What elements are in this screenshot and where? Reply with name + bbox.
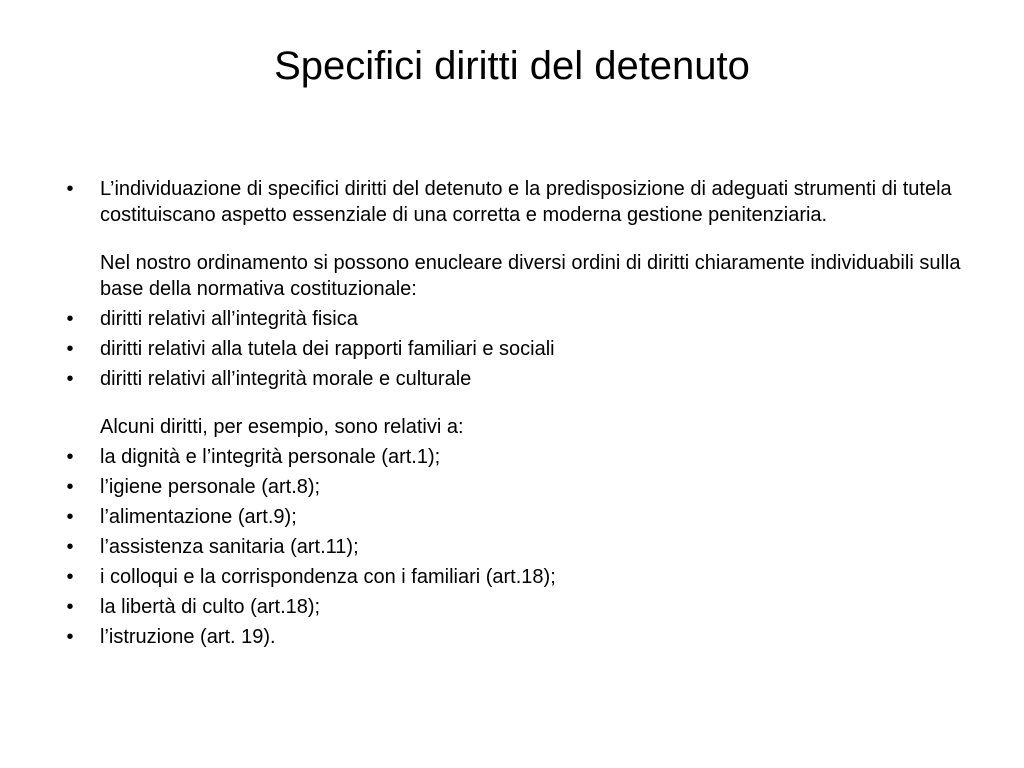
slide-title: Specifici diritti del detenuto: [274, 44, 750, 88]
bullet-item-example-5: [60, 564, 970, 590]
paragraph-examples: [60, 414, 970, 440]
bullet-item-intro: [60, 176, 970, 228]
example-text: la libertà di culto (art.18);: [100, 596, 321, 618]
bullet-item-example-4: [60, 534, 970, 560]
order-text: diritti relativi alla tutela dei rapporti familiari e sociali: [100, 338, 555, 360]
bullet-icon: •: [66, 506, 74, 528]
bullet-item-order-2: [60, 336, 970, 362]
bullet-icon: •: [66, 308, 74, 330]
bullet-item-example-2: [60, 474, 970, 500]
example-text: i colloqui e la corrispondenza con i familiari (art.18);: [100, 566, 556, 588]
orders-intro-text: Nel nostro ordinamento si possono enucleare diversi ordini di diritti chiaramente individuabili sulla base della normativa costituzionale:: [100, 252, 961, 300]
example-text: l’istruzione (art. 19).: [100, 626, 276, 648]
intro-text: L’individuazione di specifici diritti del detenuto e la predisposizione di adeguati strumenti di tutela costituiscano aspetto essenziale di una corretta e moderna gestione penitenziaria.: [100, 178, 952, 226]
bullet-item-example-1: [60, 444, 970, 470]
bullet-icon: •: [66, 566, 74, 588]
bullet-icon: •: [66, 476, 74, 498]
bullet-icon: •: [66, 368, 74, 390]
order-text: diritti relativi all’integrità morale e culturale: [100, 368, 472, 390]
example-text: l’assistenza sanitaria (art.11);: [100, 536, 359, 558]
bullet-icon: •: [66, 338, 74, 360]
examples-intro-text: Alcuni diritti, per esempio, sono relativi a:: [100, 416, 464, 438]
bullet-item-example-3: [60, 504, 970, 530]
example-text: l’alimentazione (art.9);: [100, 506, 297, 528]
paragraph-orders: [60, 250, 970, 302]
bullet-icon: •: [66, 626, 74, 648]
bullet-icon: •: [66, 178, 74, 200]
bullet-icon: •: [66, 596, 74, 618]
order-text: diritti relativi all’integrità fisica: [100, 308, 358, 330]
example-text: la dignità e l’integrità personale (art.1);: [100, 446, 441, 468]
bullet-item-example-6: [60, 594, 970, 620]
bullet-item-order-1: [60, 306, 970, 332]
example-text: l’igiene personale (art.8);: [100, 476, 321, 498]
slide-body: [60, 176, 970, 650]
bullet-item-order-3: [60, 366, 970, 392]
bullet-item-example-7: [60, 624, 970, 650]
bullet-icon: •: [66, 446, 74, 468]
bullet-icon: •: [66, 536, 74, 558]
